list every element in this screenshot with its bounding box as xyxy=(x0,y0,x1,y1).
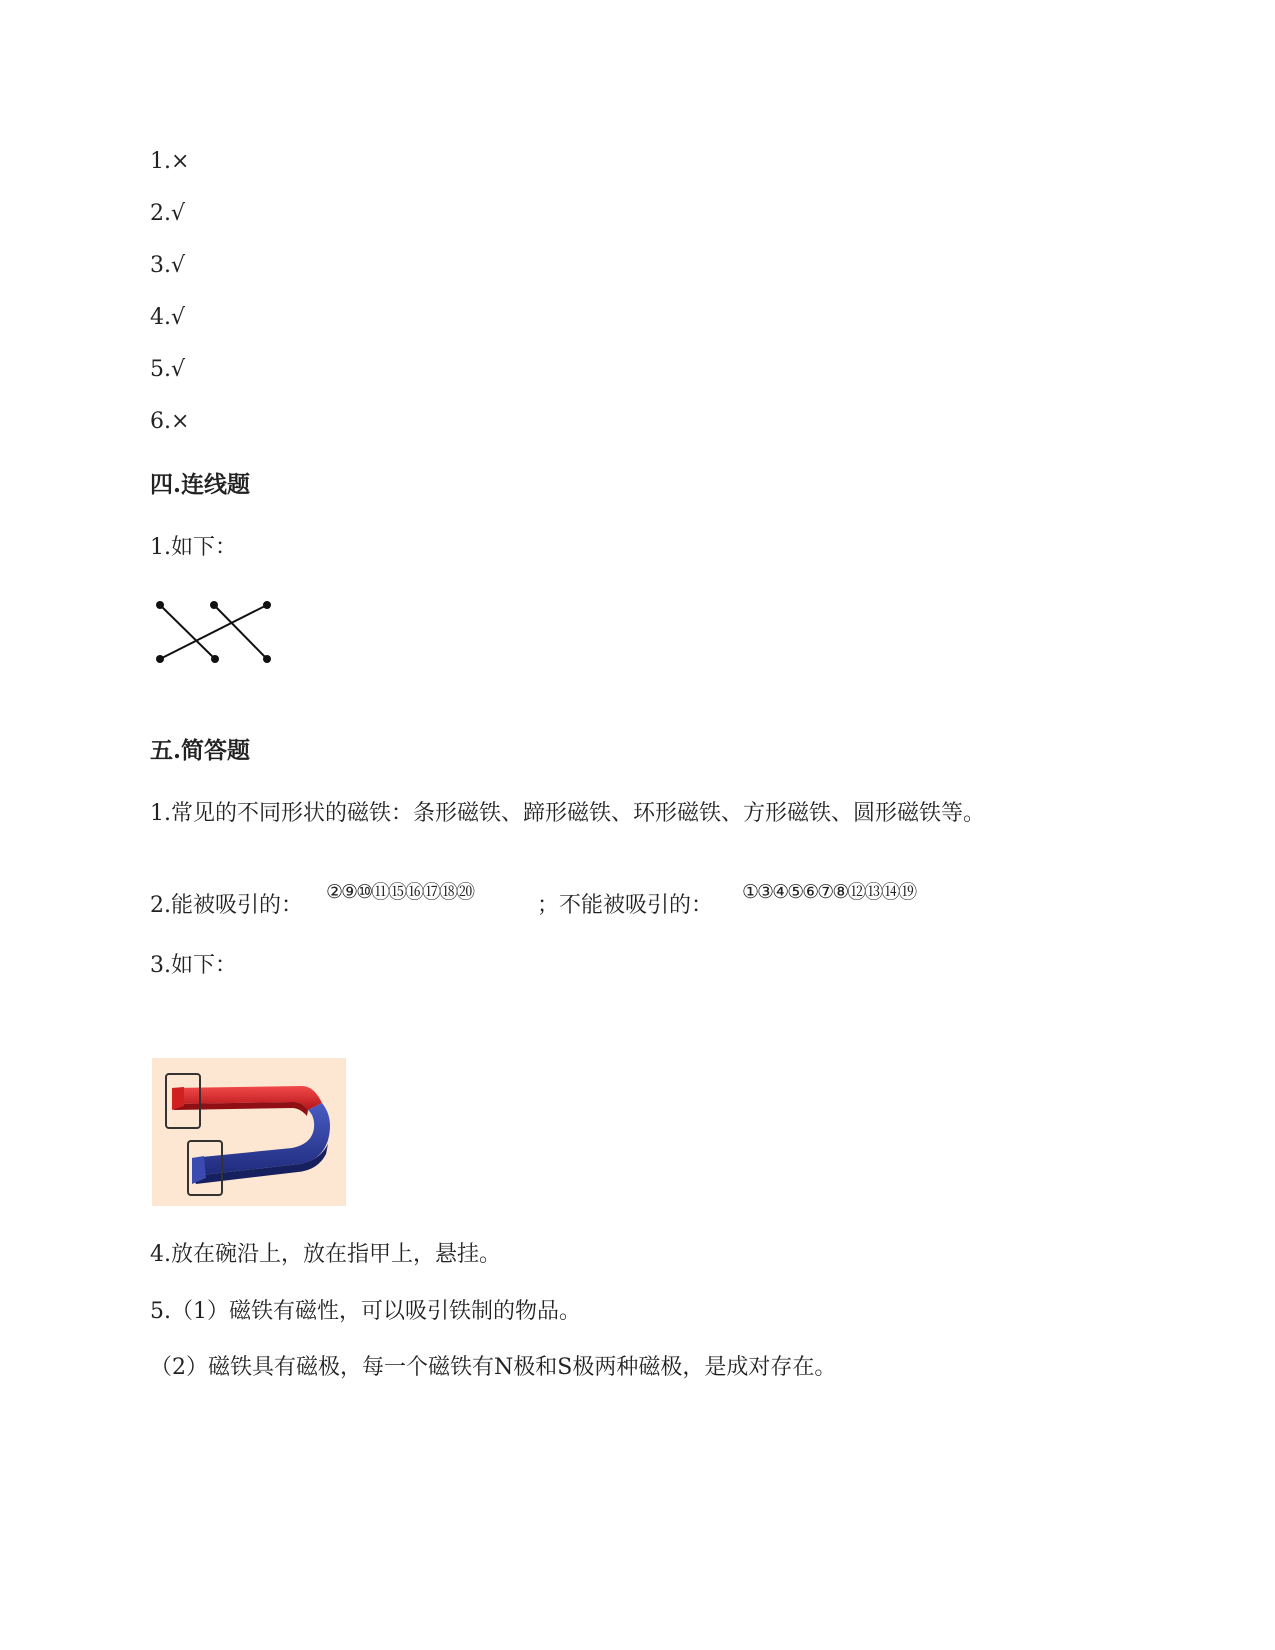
judgement-item-6: 6.× xyxy=(150,409,190,434)
section-5-q2-label: 2.能被吸引的： xyxy=(150,893,303,918)
judgement-item-5: 5.√ xyxy=(150,357,186,382)
section-5-heading: 五.简答题 xyxy=(150,737,251,764)
judgement-item-3: 3.√ xyxy=(150,253,186,278)
judgement-item-2: 2.√ xyxy=(150,201,186,226)
horseshoe-magnet-image xyxy=(152,1058,346,1206)
judgement-item-4: 4.√ xyxy=(150,305,186,330)
section-5-q4: 4.放在碗沿上，放在指甲上，悬挂。 xyxy=(150,1242,501,1267)
section-5-q5-1: 5.（1）磁铁有磁性，可以吸引铁制的物品。 xyxy=(150,1299,581,1324)
matching-lines-diagram xyxy=(150,595,280,670)
section-5-q1: 1.常见的不同形状的磁铁：条形磁铁、蹄形磁铁、环形磁铁、方形磁铁、圆形磁铁等。 xyxy=(150,801,985,826)
section-5-q3: 3.如下： xyxy=(150,953,237,978)
section-4-heading: 四.连线题 xyxy=(150,471,251,498)
judgement-item-1: 1.× xyxy=(150,149,190,174)
not-attracted-items: ①③④⑤⑥⑦⑧⑫⑬⑭⑲ xyxy=(742,881,916,903)
section-5-q2-separator: ；不能被吸引的： xyxy=(537,893,714,918)
section-4-q1: 1.如下： xyxy=(150,535,237,560)
attracted-items: ②⑨⑩⑪⑮⑯⑰⑱⑳ xyxy=(326,881,474,903)
section-5-q5-2: （2）磁铁具有磁极，每一个磁铁有N极和S极两种磁极，是成对存在。 xyxy=(150,1355,837,1380)
